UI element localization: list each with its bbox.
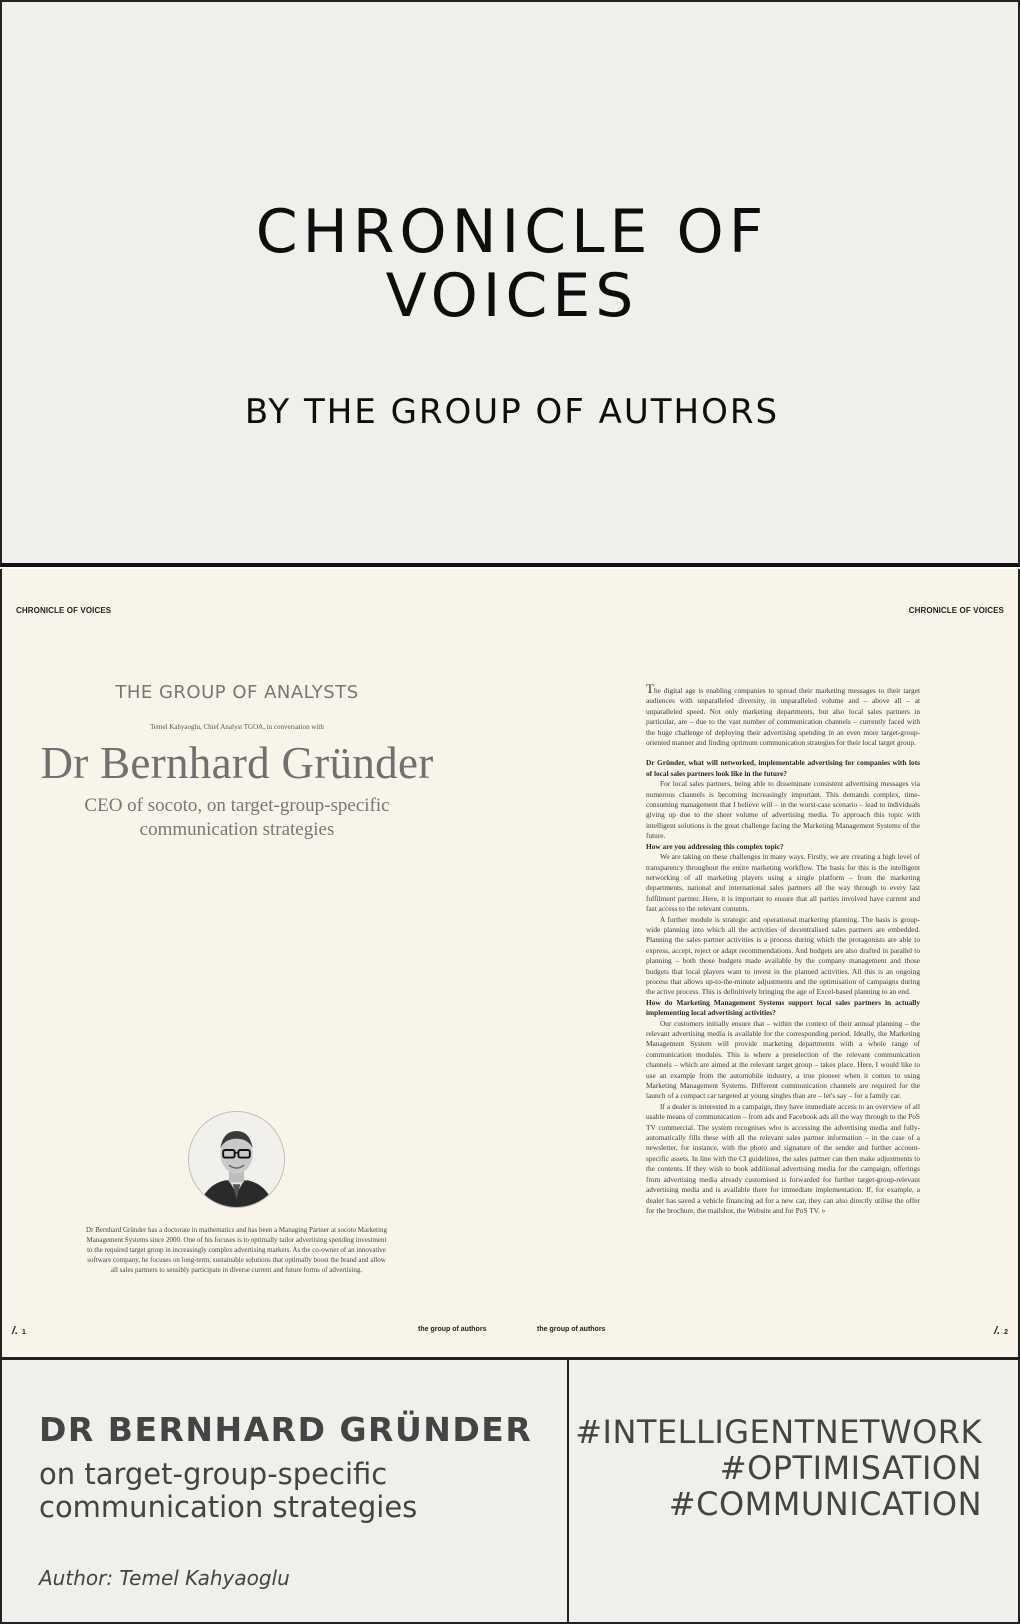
- interview-answer: We are taking on these challenges in many ways. Firstly, we are creating a high level of transparency throughout the entire marketing workflow. The basis for this is the intelligent networking of all marketing players using a single platform – from the marketing departments, national and international sales partners all the way through to every last fulfilment partner. Here, it is important to ensure that all parties involved have current and fast access to the relevant contents.: [646, 852, 920, 914]
- interviewee-bio: Dr Bernhard Gründer has a doctorate in mathematics and has been a Managing Partner at socoto Marketing Management Systems since 2000. One of his focuses is to optimally tailor advertising spending investment to the required target group in increasingly complex advertising markets. As the co-owner of an innovative software company, he focuses on long-term, sustainable solutions that optimally boost the brand and allow all sales partners to sensibly participate in diverse current and future forms of advertising.: [86, 1226, 387, 1274]
- summary-panel: [0, 1358, 569, 1624]
- folio-mark: /.: [12, 1325, 19, 1337]
- interviewee-role: [62, 794, 412, 842]
- hashtag-panel: [567, 1358, 1020, 1624]
- summary-author: Author: Temel Kahyaoglu: [39, 1566, 290, 1590]
- page-folio-right: [994, 1325, 1008, 1337]
- drop-cap: T: [646, 681, 654, 696]
- role-line-2: communication strategies: [139, 819, 335, 840]
- portrait-illustration: [189, 1112, 284, 1207]
- page-folio-left: [12, 1325, 26, 1337]
- book-spread: [0, 569, 1020, 1359]
- interview-intro: Temel Kahyaoglu, Chief Analyst TGOA, in conversation with: [150, 723, 324, 731]
- page-number: 2: [1004, 1329, 1008, 1336]
- book-title: [2, 197, 1020, 331]
- interview-answer: If a dealer is interested in a campaign, they have immediate access to an overview of all usable means of communication – from ads and Facebook ads all the way through to the PoS TV commercial. The system recognises who is accessing the advertising media and fully-automatically fills these with all the relevant sales partner information – in the case of a newsletter, for instance, with the photo and signature of the sender and further account-specific assets. In line with the CI guidelines, the sales partner can then make adjustments to the contents. If they wish to book additional advertising media for the campaign, offerings from advertising media already customised is forwarded for further target-group-relevant advertising media and is available there for immediate implementation. If, for example, a dealer has saved a vehicle financing ad for a new car, they can also directly utilise the offer for the brochure, the mailshot, the Website and for PoS TV. »: [646, 1101, 920, 1215]
- left-page: [2, 569, 507, 1359]
- interview-body: [646, 681, 920, 1216]
- summary-topic-line-2: communication strategies: [39, 1490, 418, 1524]
- interview-answer: Our customers initially ensure that – within the context of their annual planning – the relevant advertising media is available for the corresponding period. Ideally, the Marketing Management System will provide marketing departments with a whole range of communication modules. This is where a preselection of the relevant communication channels – which are aimed at the relevant target group – takes place. Here, I would like to use an example from the automobile industry, a true pioneer when it comes to using Marketing Management Systems. Different communication channels are required for the launch of a compact car targeted at young singles than are – let's say – for a family car.: [646, 1018, 920, 1101]
- interview-question: How are you addressing this complex topic?: [646, 841, 784, 851]
- footer-label-right: the group of authors: [537, 1326, 606, 1333]
- summary-topic-line-1: on target-group-specific: [39, 1457, 388, 1491]
- hashtag: #OPTIMISATION: [719, 1449, 982, 1487]
- book-title-line2: VOICES: [385, 261, 639, 331]
- lead-paragraph: [646, 681, 920, 748]
- role-line-1: CEO of socoto, on target-group-specific: [84, 795, 390, 816]
- running-head-right: CHRONICLE OF VOICES: [908, 606, 1004, 615]
- right-page: [507, 569, 1018, 1359]
- book-title-line1: CHRONICLE OF: [255, 197, 769, 267]
- footer-label-left: the group of authors: [418, 1326, 487, 1333]
- running-head-left: CHRONICLE OF VOICES: [16, 606, 112, 615]
- interview-question: Dr Gründer, what will networked, implementable advertising for companies with lots of local sales partners look like in the future?: [646, 758, 920, 778]
- interview-question: How do Marketing Management Systems support local sales partners in actually implementing local advertising activities?: [646, 997, 920, 1018]
- page-number: 1: [22, 1329, 26, 1336]
- portrait-photo: [188, 1111, 285, 1208]
- book-subtitle: BY THE GROUP OF AUTHORS: [244, 392, 780, 432]
- hashtag: #INTELLIGENTNETWORK: [575, 1413, 982, 1451]
- lead-text: he digital age is enabling companies to spread their marketing messages to their target audiences with unparalleled diversity, in unparalleled volume and – above all – at unparalleled speed. Not only marketing departments, but also local sales partners in particular, are – due to the vast number of communication channels – currently faced with the huge challenge of deploying their advertising spending in an even more target-group-oriented manner and finding optimum communication strategies for their local target group.: [646, 686, 920, 748]
- interview-answer: For local sales partners, being able to disseminate consistent advertising messages via numerous channels is becoming increasingly important. This demands complex, time-consuming management that I believe will – in the worst-case scenario – lead to individuals giving up due to the sheer volume of advertising media. To approach this topic with intelligent solutions is the great challenge facing the Marketing Management Systems of the future.: [646, 779, 920, 841]
- interviewee-name: Dr Bernhard Gründer: [40, 738, 434, 788]
- interview-answer: A further module is strategic and operational marketing planning. The basis is group-wide planning into which all the activities of decentralised sales partners are embedded. Planning the sales partner activities is a process during which the protagonists are able to express, accept, reject or adapt recommendations. And budgets are also drafted in parallel to planning – both those budgets made available by the company management and those budgets that local players want to invest in the planned activities. All this is an ongoing process that allows up-to-the-minute adjustments and the optimisation of campaigns during the active process. This is definitively bringing the age of Excel-based planning to an end.: [646, 914, 920, 997]
- folio-mark: /.: [994, 1325, 1001, 1337]
- summary-name: DR BERNHARD GRÜNDER: [39, 1410, 533, 1449]
- hashtag: #COMMUNICATION: [668, 1485, 982, 1523]
- hashtag-list: [575, 1414, 982, 1522]
- section-title: THE GROUP OF ANALYSTS: [115, 682, 359, 703]
- summary-topic: [39, 1458, 539, 1524]
- cover-panel: [0, 0, 1020, 567]
